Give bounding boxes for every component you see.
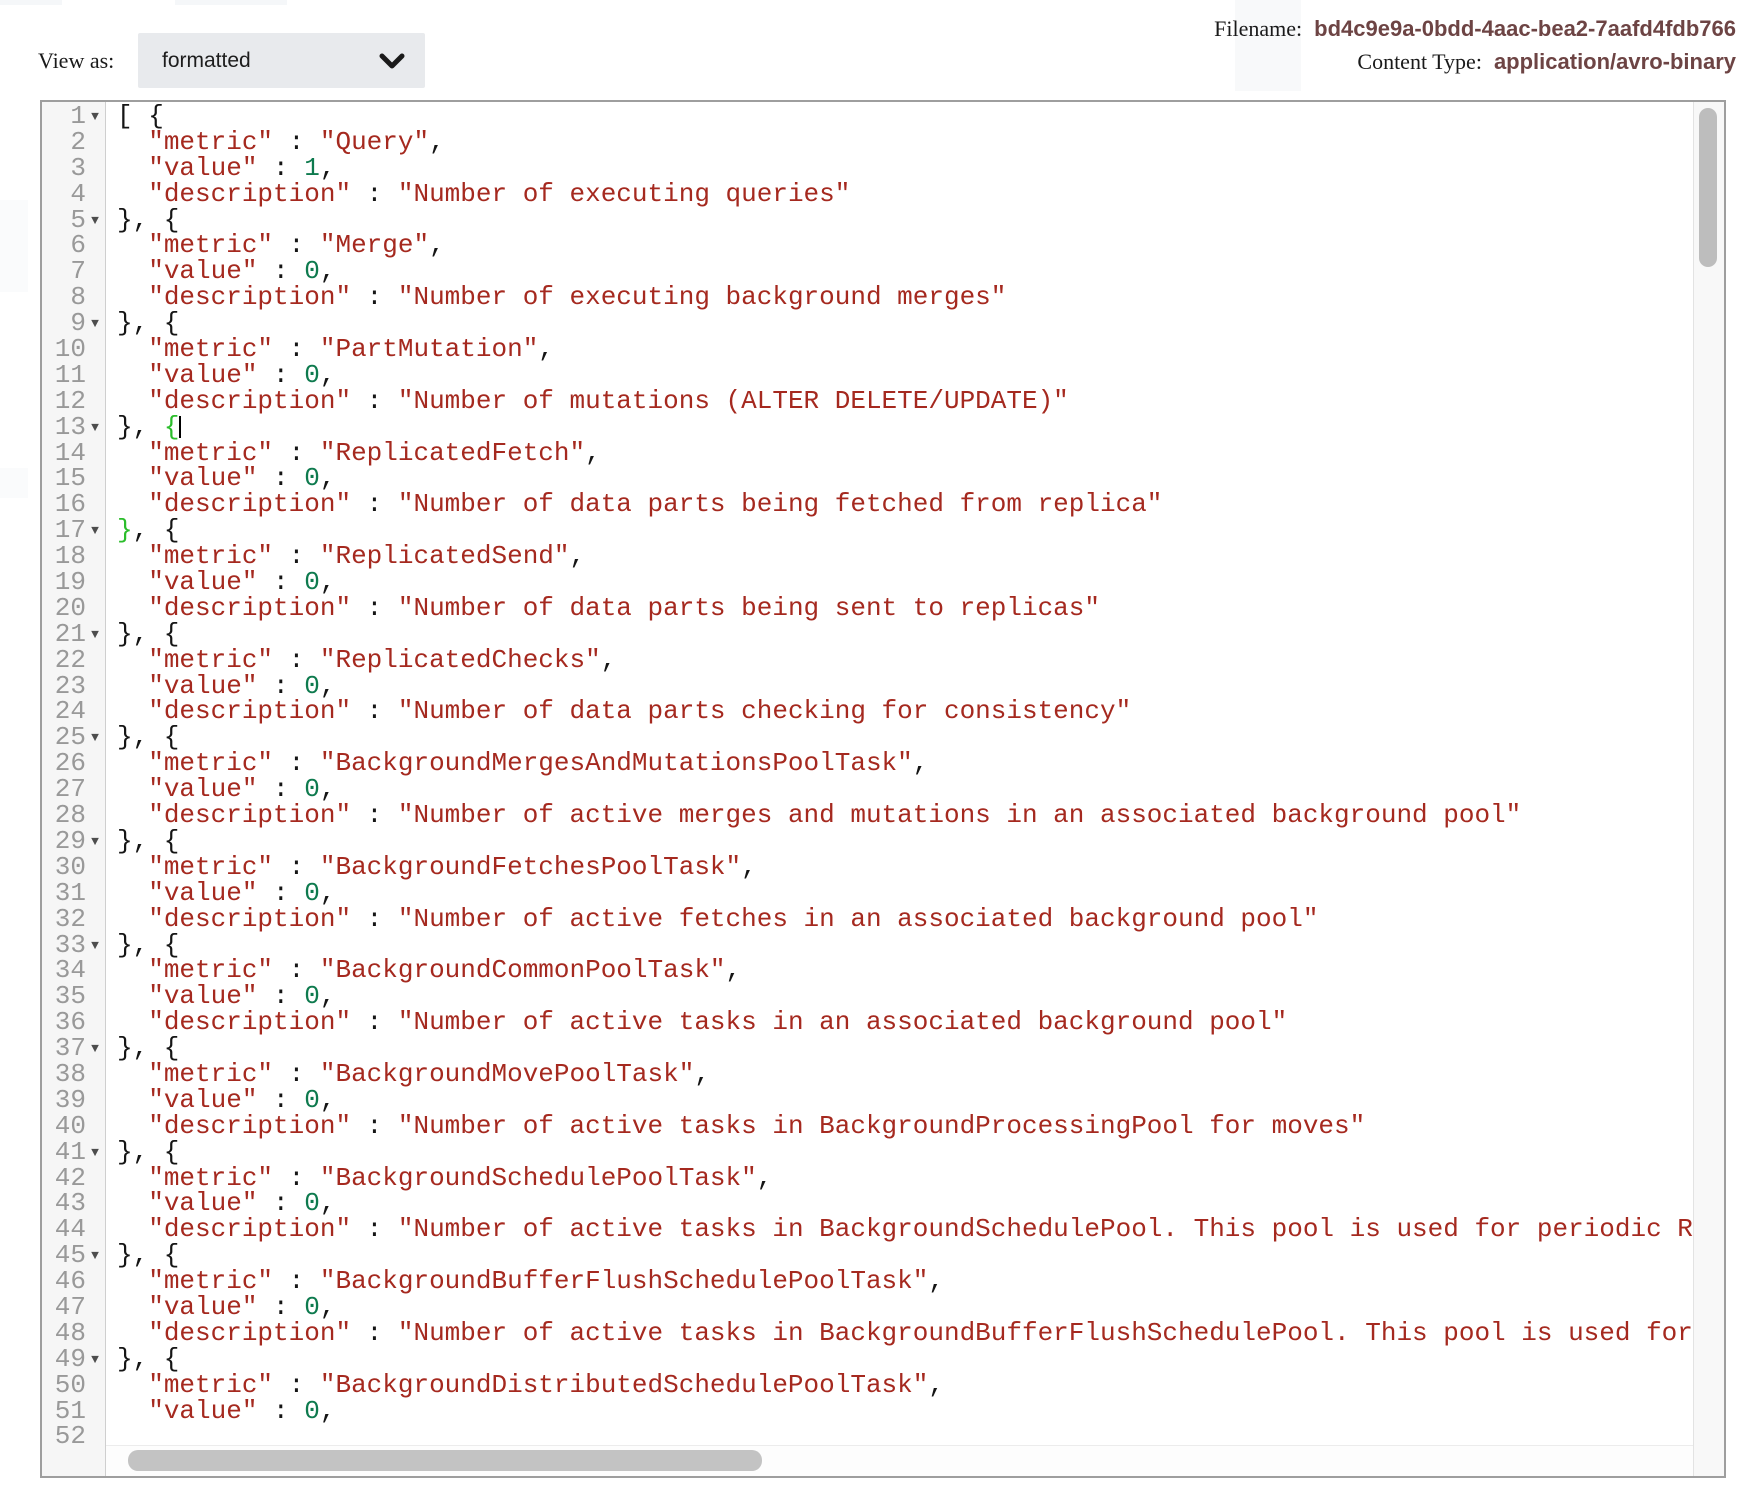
- json-punctuation: ,: [912, 748, 929, 779]
- gutter-row: [42, 1343, 105, 1374]
- json-punctuation: [ {: [117, 102, 164, 131]
- json-key: "value": [148, 670, 258, 701]
- json-punctuation: }, {: [117, 929, 180, 960]
- gutter-row: [42, 101, 105, 131]
- line-number: 20: [54, 592, 86, 623]
- json-key: "value": [148, 256, 258, 287]
- json-punctuation: }, {: [117, 1033, 180, 1064]
- json-punctuation: ,: [741, 851, 757, 882]
- gutter-row: [42, 1369, 105, 1400]
- code-line[interactable]: [117, 1369, 1694, 1400]
- fold-arrow-icon[interactable]: ▼: [91, 1041, 99, 1057]
- line-number: 22: [54, 644, 86, 675]
- json-punctuation: ,: [319, 981, 336, 1012]
- json-string: "PartMutation": [319, 334, 539, 365]
- json-key: "metric": [148, 851, 274, 882]
- line-number: 21: [54, 618, 86, 649]
- line-number: 9: [70, 308, 86, 339]
- json-punctuation: :: [257, 152, 305, 183]
- json-string: "BackgroundMergesAndMutationsPoolTask": [319, 748, 913, 779]
- json-punctuation: ,: [319, 1395, 336, 1426]
- json-punctuation: :: [273, 126, 320, 157]
- fold-arrow-icon[interactable]: ▼: [91, 419, 99, 435]
- code-line[interactable]: [117, 489, 1694, 520]
- code-area[interactable]: [107, 102, 1694, 1476]
- line-number: 45: [54, 1240, 86, 1271]
- line-number: 16: [54, 489, 86, 520]
- line-number: 28: [54, 800, 86, 831]
- json-key: "description": [148, 696, 352, 727]
- json-string: "Number of data parts being sent to replicas": [397, 592, 1100, 623]
- gutter-row: [42, 178, 105, 209]
- gutter-row: [42, 126, 105, 157]
- json-number: 0: [304, 463, 320, 494]
- json-key: "description": [148, 1317, 352, 1348]
- json-string: "Number of data parts being fetched from replica": [397, 489, 1163, 520]
- json-punctuation: }, {: [117, 204, 180, 235]
- line-number: 8: [70, 282, 86, 313]
- json-punctuation: :: [351, 1317, 398, 1348]
- json-punctuation: :: [257, 670, 305, 701]
- view-as-selected-option: formatted: [162, 48, 251, 72]
- code-line[interactable]: [117, 1110, 1694, 1141]
- json-punctuation: ,: [319, 256, 336, 287]
- json-number: 0: [304, 359, 320, 390]
- line-number: 6: [70, 230, 86, 261]
- json-punctuation: ,: [600, 644, 617, 675]
- json-punctuation: :: [273, 1369, 320, 1400]
- json-string: "ReplicatedSend": [319, 541, 570, 572]
- line-number: 35: [54, 981, 86, 1012]
- json-punctuation: }, {: [117, 825, 180, 856]
- json-key: "value": [148, 359, 258, 390]
- gutter-row: [42, 644, 105, 675]
- json-punctuation: :: [351, 178, 398, 209]
- json-key: "metric": [148, 1369, 274, 1400]
- line-number: 3: [70, 152, 86, 183]
- json-key: "value": [148, 877, 258, 908]
- line-number: 32: [54, 903, 86, 934]
- fold-arrow-icon[interactable]: ▼: [91, 833, 99, 849]
- code-line[interactable]: [117, 955, 1694, 986]
- code-line[interactable]: [117, 385, 1694, 416]
- json-string: "Number of active fetches in an associated background pool": [397, 903, 1319, 934]
- view-as-label: View as:: [38, 48, 115, 73]
- line-number: 14: [54, 437, 86, 468]
- json-punctuation: ,: [756, 1162, 773, 1193]
- content-type-label: Content Type:: [1357, 49, 1482, 74]
- horizontal-scrollbar-thumb[interactable]: [128, 1450, 762, 1471]
- json-punctuation: :: [273, 334, 320, 365]
- fold-arrow-icon[interactable]: ▼: [91, 1351, 99, 1367]
- json-string: "Number of active tasks in an associated background pool": [397, 1007, 1288, 1038]
- json-string: "Number of mutations (ALTER DELETE/UPDATE)": [397, 385, 1069, 416]
- line-number: 19: [54, 567, 86, 598]
- json-key: "metric": [148, 334, 274, 365]
- json-punctuation: :: [257, 256, 305, 287]
- file-meta: [1214, 12, 1736, 78]
- line-number: 25: [54, 722, 86, 753]
- json-punctuation: :: [351, 696, 398, 727]
- json-number: 0: [304, 1084, 320, 1115]
- fold-arrow-icon[interactable]: ▼: [91, 109, 99, 124]
- json-string: "Number of data parts checking for consistency": [397, 696, 1132, 727]
- json-punctuation: :: [351, 903, 398, 934]
- json-punctuation: :: [257, 1395, 305, 1426]
- json-number: 0: [304, 256, 320, 287]
- json-punctuation: :: [273, 541, 320, 572]
- json-punctuation: ,: [429, 126, 445, 157]
- json-punctuation: ,: [585, 437, 601, 468]
- line-number: 40: [54, 1110, 86, 1141]
- line-number: 36: [54, 1007, 86, 1038]
- json-key: "value": [148, 1188, 258, 1219]
- line-number: 5: [70, 204, 86, 235]
- json-punctuation: }, {: [117, 722, 180, 753]
- content-type-value: application/avro-binary: [1493, 49, 1736, 74]
- json-number: 0: [304, 1395, 320, 1426]
- code-line[interactable]: [117, 126, 1694, 157]
- json-punctuation: :: [351, 1007, 398, 1038]
- gutter-row: [42, 592, 105, 623]
- json-number: 0: [304, 1291, 320, 1322]
- json-key: "metric": [148, 1162, 274, 1193]
- json-punctuation: },: [117, 411, 164, 442]
- line-number: 46: [54, 1266, 86, 1297]
- json-key: "value": [148, 152, 258, 183]
- fold-arrow-icon[interactable]: ▼: [91, 1144, 99, 1160]
- gutter-row: [42, 618, 105, 649]
- line-number: 52: [54, 1421, 86, 1452]
- text-cursor: [179, 416, 181, 438]
- json-number: 0: [304, 774, 320, 805]
- line-number: 15: [54, 463, 86, 494]
- json-punctuation: :: [257, 1188, 305, 1219]
- json-punctuation: }, {: [117, 1240, 180, 1271]
- json-punctuation: ,: [319, 359, 336, 390]
- gutter-row: [42, 1058, 105, 1089]
- json-string: "BackgroundBufferFlushSchedulePoolTask": [319, 1266, 929, 1297]
- json-punctuation: ,: [319, 463, 336, 494]
- json-punctuation: , {: [132, 515, 180, 546]
- line-number: 34: [54, 955, 86, 986]
- json-punctuation: :: [351, 282, 398, 313]
- gutter-row: [42, 1136, 105, 1167]
- fold-arrow-icon[interactable]: ▼: [91, 316, 99, 332]
- json-punctuation: }, {: [117, 308, 180, 339]
- line-number: 43: [54, 1188, 86, 1219]
- json-punctuation: :: [257, 1084, 305, 1115]
- json-key: "metric": [148, 644, 274, 675]
- background-artifact: [0, 0, 62, 5]
- json-punctuation: :: [273, 230, 320, 261]
- json-punctuation: }, {: [117, 1343, 180, 1374]
- matched-close-brace: }: [117, 515, 133, 546]
- chevron-down-icon: [379, 52, 405, 70]
- json-punctuation: :: [257, 774, 305, 805]
- line-number: 30: [54, 851, 86, 882]
- json-key: "description": [148, 800, 352, 831]
- json-punctuation: ,: [694, 1058, 710, 1089]
- json-string: "Number of active tasks in BackgroundSchedulePool. This pool is used for periodic R: [397, 1214, 1693, 1245]
- view-as-select[interactable]: [138, 33, 425, 88]
- line-number: 2: [70, 126, 86, 157]
- fold-arrow-icon[interactable]: ▼: [91, 1248, 99, 1264]
- json-punctuation: ,: [319, 152, 336, 183]
- json-string: "Query": [319, 126, 430, 157]
- json-punctuation: ,: [928, 1266, 944, 1297]
- json-string: "Number of executing background merges": [397, 282, 1007, 313]
- json-punctuation: :: [351, 385, 398, 416]
- json-string: "BackgroundCommonPoolTask": [319, 955, 726, 986]
- code-line[interactable]: [117, 541, 1694, 572]
- gutter-row: [42, 1317, 105, 1348]
- code-line[interactable]: [117, 178, 1694, 209]
- json-key: "metric": [148, 126, 274, 157]
- json-punctuation: ,: [319, 1084, 336, 1115]
- fold-arrow-icon[interactable]: ▼: [91, 212, 99, 228]
- json-punctuation: :: [273, 644, 320, 675]
- fold-arrow-icon[interactable]: ▼: [91, 523, 99, 539]
- line-number: 1: [70, 101, 86, 131]
- json-key: "description": [148, 1007, 352, 1038]
- json-punctuation: :: [351, 1214, 398, 1245]
- code-line[interactable]: [117, 644, 1694, 675]
- gutter-row: [42, 1110, 105, 1141]
- line-number: 51: [54, 1395, 86, 1426]
- gutter-row: [42, 385, 105, 416]
- line-number: 18: [54, 541, 86, 572]
- json-key: "metric": [148, 1058, 274, 1089]
- line-number: 50: [54, 1369, 86, 1400]
- line-number: 37: [54, 1033, 86, 1064]
- code-line[interactable]: [117, 748, 1694, 779]
- json-number: 0: [304, 670, 320, 701]
- json-punctuation: :: [351, 592, 398, 623]
- horizontal-scrollbar[interactable]: [106, 1445, 1694, 1476]
- json-string: "BackgroundFetchesPoolTask": [319, 851, 742, 882]
- line-number: 23: [54, 670, 86, 701]
- json-key: "metric": [148, 541, 274, 572]
- code-line[interactable]: [117, 1214, 1694, 1245]
- json-key: "description": [148, 385, 352, 416]
- json-punctuation: ,: [569, 541, 586, 572]
- gutter-row: [42, 903, 105, 934]
- line-number: 47: [54, 1291, 86, 1322]
- json-punctuation: :: [257, 567, 305, 598]
- background-artifact: [0, 200, 28, 292]
- code-line[interactable]: [117, 1162, 1694, 1193]
- line-number: 4: [70, 178, 86, 209]
- line-number: 33: [54, 929, 86, 960]
- code-line[interactable]: [117, 1395, 1694, 1426]
- gutter-row: [42, 877, 105, 908]
- json-key: "description": [148, 1214, 352, 1245]
- json-punctuation: ,: [429, 230, 445, 261]
- gutter-row: [42, 152, 105, 183]
- json-string: "Merge": [319, 230, 430, 261]
- line-number: 11: [54, 359, 86, 390]
- line-number: 7: [70, 256, 86, 287]
- json-key: "metric": [148, 955, 274, 986]
- json-punctuation: :: [257, 981, 305, 1012]
- json-punctuation: :: [257, 463, 305, 494]
- line-number: 27: [54, 774, 86, 805]
- code-line[interactable]: [117, 1266, 1694, 1297]
- json-string: "BackgroundSchedulePoolTask": [319, 1162, 757, 1193]
- json-punctuation: :: [257, 1291, 305, 1322]
- json-punctuation: ,: [319, 670, 336, 701]
- json-key: "value": [148, 463, 258, 494]
- line-number: 24: [54, 696, 86, 727]
- json-key: "metric": [148, 230, 274, 261]
- json-number: 0: [304, 1188, 320, 1219]
- code-line[interactable]: [117, 851, 1694, 882]
- gutter-row: [42, 851, 105, 882]
- line-number: 10: [54, 334, 86, 365]
- line-number: 13: [54, 411, 86, 442]
- filename-value: bd4c9e9a-0bdd-4aac-bea2-7aafd4fdb766: [1314, 16, 1736, 41]
- json-key: "value": [148, 774, 258, 805]
- code-line[interactable]: [117, 282, 1694, 313]
- json-punctuation: :: [257, 359, 305, 390]
- code-line[interactable]: [117, 903, 1694, 934]
- json-key: "value": [148, 981, 258, 1012]
- json-key: "metric": [148, 748, 274, 779]
- json-key: "description": [148, 903, 352, 934]
- fold-arrow-icon[interactable]: ▼: [91, 730, 99, 746]
- line-number: 39: [54, 1084, 86, 1115]
- line-number: 17: [54, 515, 86, 546]
- json-punctuation: :: [273, 1266, 320, 1297]
- background-artifact: [175, 0, 287, 5]
- gutter-row: [42, 1084, 105, 1115]
- json-key: "metric": [148, 437, 274, 468]
- background-artifact: [0, 468, 28, 498]
- json-string: "ReplicatedFetch": [319, 437, 586, 468]
- json-punctuation: ,: [319, 1291, 336, 1322]
- json-key: "description": [148, 489, 352, 520]
- code-line[interactable]: [117, 230, 1694, 261]
- code-line[interactable]: [117, 800, 1694, 831]
- json-key: "description": [148, 1110, 352, 1141]
- code-line[interactable]: [117, 696, 1694, 727]
- json-punctuation: :: [257, 877, 305, 908]
- json-punctuation: ,: [319, 567, 336, 598]
- json-string: "ReplicatedChecks": [319, 644, 601, 675]
- json-punctuation: }, {: [117, 1136, 180, 1167]
- line-number: 44: [54, 1214, 86, 1245]
- json-string: "Number of executing queries": [397, 178, 851, 209]
- line-number: 49: [54, 1343, 86, 1374]
- vertical-scrollbar-thumb[interactable]: [1699, 108, 1717, 267]
- gutter-row: [42, 359, 105, 390]
- json-string: "Number of active merges and mutations in an associated background pool": [397, 800, 1522, 831]
- json-punctuation: ,: [538, 334, 554, 365]
- json-key: "value": [148, 567, 258, 598]
- line-number: 12: [54, 385, 86, 416]
- json-punctuation: :: [351, 800, 398, 831]
- editor-gutter: [42, 102, 106, 1476]
- json-number: 0: [304, 567, 320, 598]
- json-punctuation: :: [351, 1110, 398, 1141]
- matched-open-brace: {: [163, 411, 180, 442]
- json-key: "value": [148, 1291, 258, 1322]
- code-line[interactable]: [117, 437, 1694, 468]
- json-key: "value": [148, 1084, 258, 1115]
- json-punctuation: ,: [319, 877, 336, 908]
- json-punctuation: :: [273, 748, 320, 779]
- fold-arrow-icon[interactable]: ▼: [91, 937, 99, 953]
- json-punctuation: [117, 1396, 148, 1426]
- json-punctuation: :: [273, 955, 320, 986]
- json-punctuation: ,: [319, 774, 336, 805]
- filename-label: Filename:: [1214, 16, 1303, 41]
- json-string: "BackgroundDistributedSchedulePoolTask": [319, 1369, 929, 1400]
- line-number: 41: [54, 1136, 86, 1167]
- json-number: 0: [304, 981, 320, 1012]
- line-number: 48: [54, 1317, 86, 1348]
- json-editor[interactable]: [40, 100, 1726, 1478]
- json-key: "description": [148, 592, 352, 623]
- vertical-scrollbar[interactable]: [1693, 102, 1724, 1476]
- line-number: 31: [54, 877, 86, 908]
- json-key: "value": [148, 1395, 258, 1426]
- json-punctuation: :: [273, 437, 320, 468]
- json-number: 1: [304, 152, 320, 183]
- json-punctuation: ,: [928, 1369, 944, 1400]
- json-string: "Number of active tasks in BackgroundProcessingPool for moves": [397, 1110, 1366, 1141]
- json-punctuation: }, {: [117, 618, 180, 649]
- json-string: "BackgroundMovePoolTask": [319, 1058, 695, 1089]
- json-key: "description": [148, 178, 352, 209]
- line-number: 29: [54, 825, 86, 856]
- json-string: "Number of active tasks in BackgroundBufferFlushSchedulePool. This pool is used for: [397, 1317, 1693, 1348]
- json-punctuation: :: [273, 1162, 320, 1193]
- fold-arrow-icon[interactable]: ▼: [91, 626, 99, 642]
- code-line[interactable]: [117, 1007, 1694, 1038]
- json-key: "metric": [148, 1266, 274, 1297]
- gutter-row: [42, 1291, 105, 1322]
- code-line[interactable]: [117, 1317, 1694, 1348]
- gutter-row: [42, 1421, 105, 1452]
- json-key: "description": [148, 282, 352, 313]
- gutter-row: [42, 825, 105, 856]
- line-number: 38: [54, 1058, 86, 1089]
- json-punctuation: ,: [725, 955, 742, 986]
- json-punctuation: :: [273, 1058, 320, 1089]
- code-line[interactable]: [117, 592, 1694, 623]
- line-number: 26: [54, 748, 86, 779]
- code-line[interactable]: [117, 334, 1694, 365]
- json-punctuation: ,: [319, 1188, 336, 1219]
- json-punctuation: :: [351, 489, 398, 520]
- json-punctuation: :: [273, 851, 320, 882]
- line-number: 42: [54, 1162, 86, 1193]
- json-number: 0: [304, 877, 320, 908]
- gutter-row: [42, 411, 105, 442]
- code-line[interactable]: [117, 1058, 1694, 1089]
